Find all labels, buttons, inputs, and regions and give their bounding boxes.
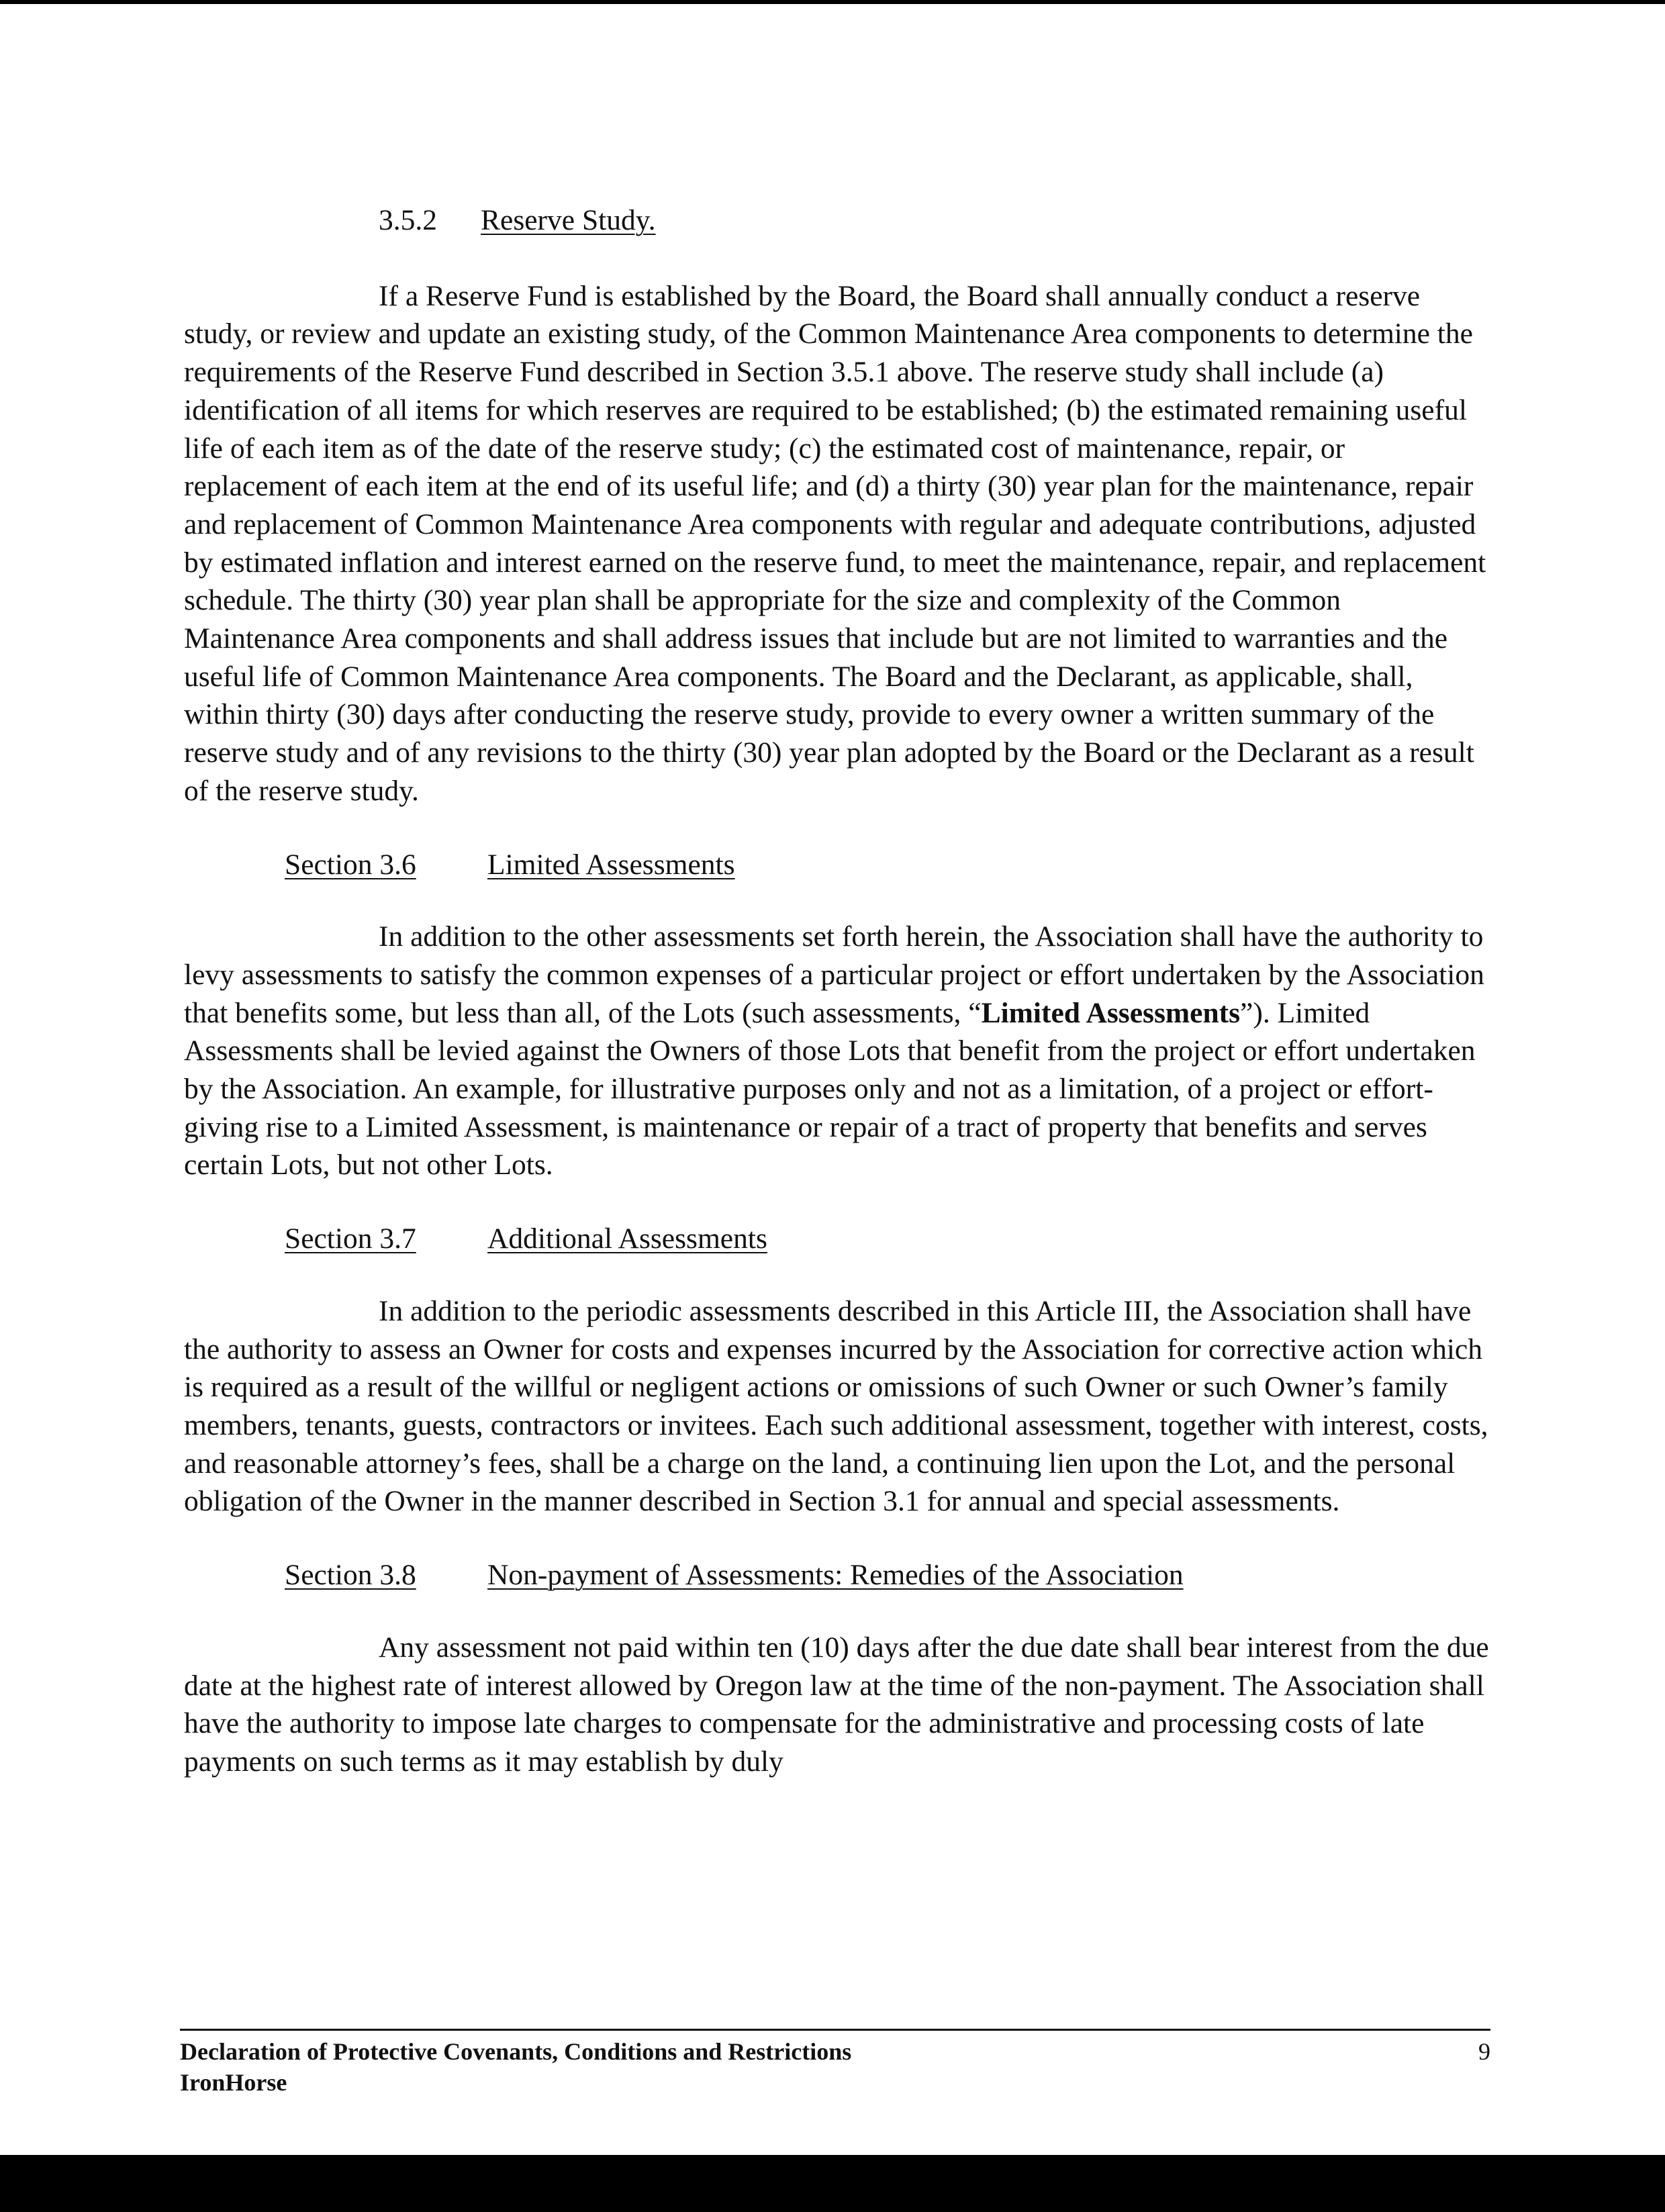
page-number: 9	[1478, 2038, 1490, 2065]
document-page	[184, 201, 1490, 1817]
section-number: Section 3.7	[285, 1222, 416, 1255]
paragraph-nonpayment: Any assessment not paid within ten (10) days after the due date shall bear interest from the due date at the highest rate of interest allowed by Oregon law at the time of the non-payment. The Association shall have the authority to impose late charges to compensate for the administrative and processing costs of late payments on such terms as it may establish by duly	[184, 1631, 1489, 1778]
paragraph-limited-assessments	[184, 918, 1490, 1184]
section-heading-3-6	[184, 846, 1490, 884]
section-heading-3-7	[184, 1220, 1490, 1258]
section-number: Section 3.6	[285, 848, 416, 881]
section-heading-3-8	[184, 1556, 1490, 1594]
subsection-heading-3-5-2	[184, 201, 1490, 240]
section-title: Additional Assessments	[487, 1222, 767, 1255]
footer-project-name: IronHorse	[180, 2069, 287, 2096]
subsection-number: 3.5.2	[379, 204, 437, 236]
subsection-title: Reserve Study.	[481, 204, 656, 236]
paragraph-additional-assessments: In addition to the periodic assessments described in this Article III, the Association shall have the authority to assess an Owner for costs and expenses incurred by the Association for corrective action which is required as a result of the willful or negligent actions or omissions of such Owner or such Owner’s family members, tenants, guests, contractors or invitees. Each such additional assessment, together with interest, costs, and reasonable attorney’s fees, shall be a charge on the land, a continuing lien upon the Lot, and the personal obligation of the Owner in the manner described in Section 3.1 for annual and special assessments.	[184, 1294, 1488, 1518]
paragraph-text: ”). Limited Assessments shall be levied against the Owners of those Lots that benefit from the project or effort undertaken by the Association. An example, for illustrative purposes only and not as a limitation, of a project or effort-giving rise to a Limited Assessment, is maintenance or repair of a tract of property that benefits and serves certain Lots, but not other Lots.	[184, 996, 1476, 1182]
scan-edge-top	[0, 0, 1665, 4]
section-number: Section 3.8	[285, 1559, 416, 1592]
section-title: Non-payment of Assessments: Remedies of the Association	[487, 1559, 1184, 1592]
paragraph-text: In addition to the other assessments set forth herein, the Association shall have the authority to levy assessments to satisfy the common expenses of a particular project or effort undertaken by the Association that benefits some, but less than all, of the Lots (such assessments, “	[184, 920, 1484, 1029]
page-footer	[180, 2029, 1490, 2098]
defined-term: Limited Assessments	[981, 996, 1241, 1029]
section-title: Limited Assessments	[487, 848, 735, 881]
scan-edge-bottom	[0, 2155, 1665, 2212]
footer-document-title: Declaration of Protective Covenants, Conditions and Restrictions	[180, 2038, 852, 2065]
paragraph-reserve-study: If a Reserve Fund is established by the Board, the Board shall annually conduct a reserve study, or review and update an existing study, of the Common Maintenance Area components to determine the requirements of the Reserve Fund described in Section 3.5.1 above. The reserve study shall include (a) identification of all items for which reserves are required to be established; (b) the estimated remaining useful life of each item as of the date of the reserve study; (c) the estimated cost of maintenance, repair, or replacement of each item at the end of its useful life; and (d) a thirty (30) year plan for the maintenance, repair and replacement of Common Maintenance Area components with regular and adequate contributions, adjusted by estimated inflation and interest earned on the reserve fund, to meet the maintenance, repair, and replacement schedule. The thirty (30) year plan shall be appropriate for the size and complexity of the Common Maintenance Area components and shall address issues that include but are not limited to warranties and the useful life of Common Maintenance Area components. The Board and the Declarant, as applicable, shall, within thirty (30) days after conducting the reserve study, provide to every owner a written summary of the reserve study and of any revisions to the thirty (30) year plan adopted by the Board or the Declarant as a result of the reserve study.	[184, 279, 1486, 807]
